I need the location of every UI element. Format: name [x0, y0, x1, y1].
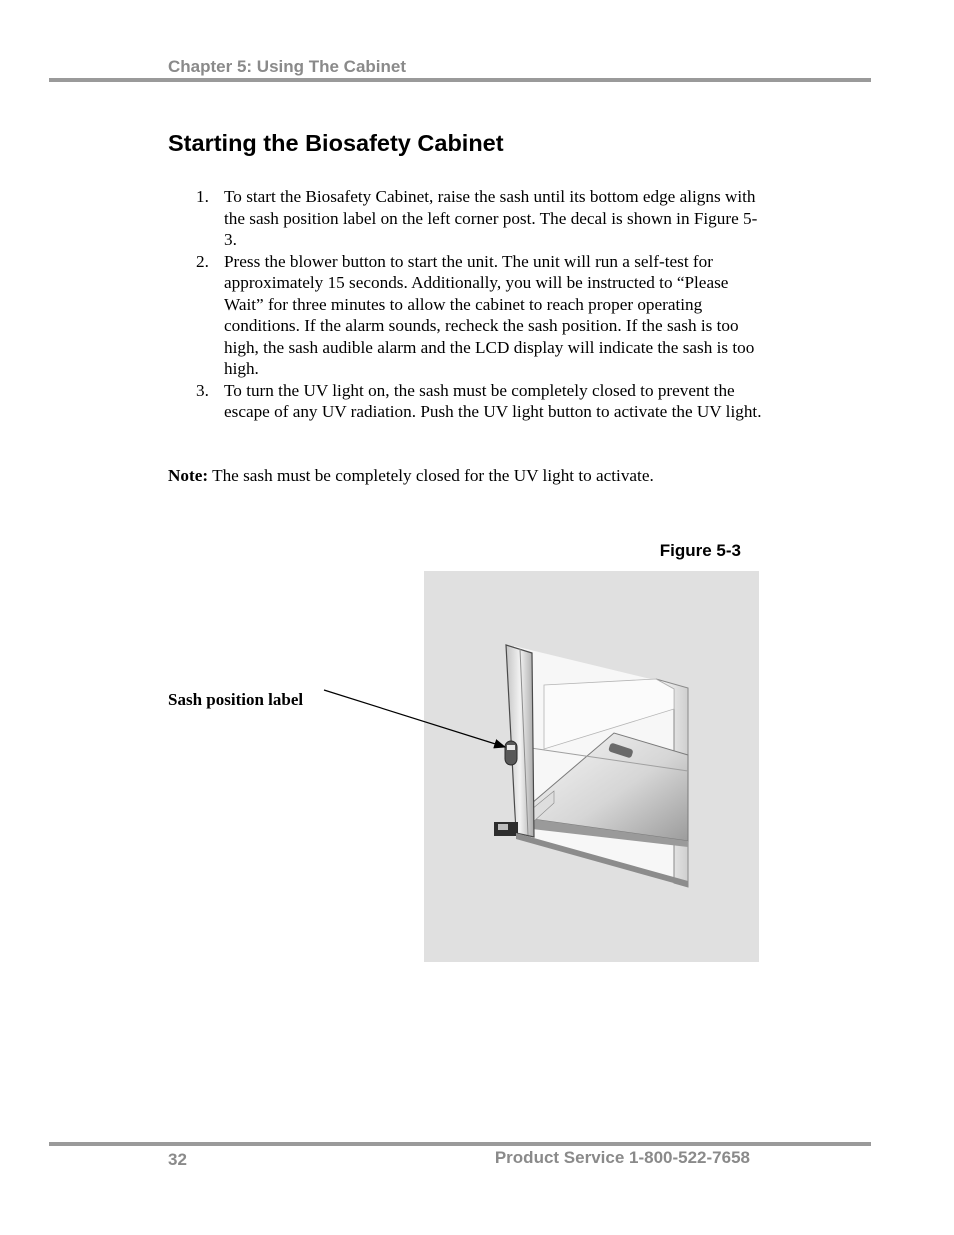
note-label: Note:: [168, 466, 209, 485]
list-item: [168, 251, 768, 380]
service-phone: Product Service 1-800-522-7658: [494, 1148, 750, 1167]
note-text: The sash must be completely closed for the UV light to activate.: [208, 466, 654, 485]
step-number: 2.: [196, 251, 209, 271]
sash-label-callout: Sash position label: [168, 690, 304, 709]
step-text: Press the blower button to start the unit. The unit will run a self-test for approximately 15 seconds. Additionally, you will be instructed to “Please Wait” for three minutes to allow the cabinet to reach proper operating conditions. If the alarm sounds, recheck the sash position. If the sash is too high, the sash audible alarm and the LCD display will indicate the sash is too high.: [224, 251, 755, 378]
cabinet-figure: [424, 571, 759, 962]
section-title: Starting the Biosafety Cabinet: [168, 130, 504, 156]
cabinet-illustration: [424, 571, 759, 962]
step-text: To turn the UV light on, the sash must be completely closed to prevent the escape of any UV radiation. Push the UV light button to activate the UV light.: [224, 380, 762, 421]
step-number: 1.: [196, 187, 209, 206]
page-number: 32: [168, 1150, 187, 1169]
chapter-header: Chapter 5: Using The Cabinet: [168, 57, 407, 76]
list-item: [168, 186, 768, 251]
note-paragraph: [168, 465, 654, 487]
header-rule: [49, 78, 871, 82]
steps-list: [168, 186, 768, 423]
list-item: [168, 380, 768, 423]
step-text: To start the Biosafety Cabinet, raise the sash until its bottom edge aligns with the sash position label on the left corner post. The decal is shown in Figure 5-3.: [224, 187, 758, 249]
footer-rule: [49, 1142, 871, 1146]
figure-caption: Figure 5-3: [659, 541, 741, 560]
step-number: 3.: [196, 380, 209, 400]
